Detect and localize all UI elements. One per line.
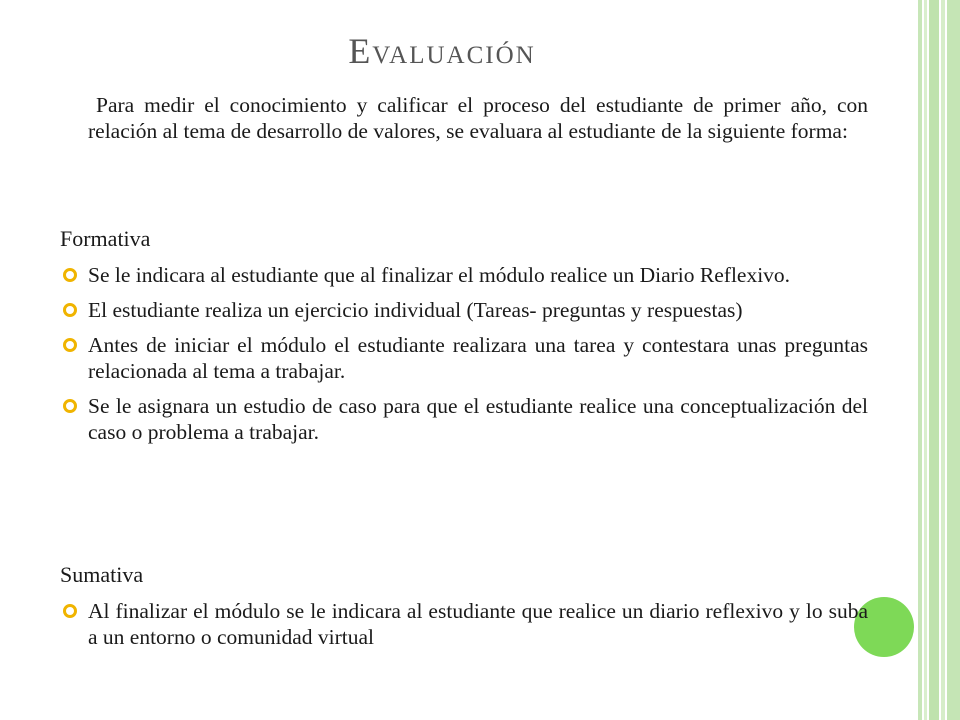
section-heading-sumativa: Sumativa xyxy=(60,562,144,587)
ring-bullet-icon xyxy=(62,267,78,283)
formativa-list xyxy=(60,262,868,454)
stripe xyxy=(941,0,945,720)
stripe xyxy=(947,0,960,720)
stripe xyxy=(929,0,939,720)
decorative-stripes xyxy=(918,0,960,720)
list-item-text: Antes de iniciar el módulo el estudiante realizara una tarea y contestara unas preguntas relacionada al tema a trabajar. xyxy=(88,333,868,383)
stripe xyxy=(918,0,922,720)
ring-bullet-icon xyxy=(62,398,78,414)
section-heading-formativa: Formativa xyxy=(60,226,151,251)
list-item xyxy=(60,297,868,323)
list-item xyxy=(60,332,868,384)
slide-title: Evaluación xyxy=(348,31,536,71)
ring-bullet-icon xyxy=(62,603,78,619)
list-item-text: Se le asignara un estudio de caso para que el estudiante realice una conceptualización del caso o problema a trabajar. xyxy=(88,394,868,444)
ring-bullet-icon xyxy=(62,302,78,318)
list-item xyxy=(60,393,868,445)
list-item-text: Se le indicara al estudiante que al finalizar el módulo realice un Diario Reflexivo. xyxy=(88,263,791,287)
sumativa-list xyxy=(60,598,868,659)
ring-bullet-icon xyxy=(62,337,78,353)
list-item-text: Al finalizar el módulo se le indicara al estudiante que realice un diario reflexivo y lo suba a un entorno o comunidad virtual xyxy=(88,599,868,649)
intro-paragraph: Para medir el conocimiento y calificar el proceso del estudiante de primer año, con relación al tema de desarrollo de valores, se evaluara al estudiante de la siguiente forma: xyxy=(88,93,868,143)
stripe xyxy=(924,0,927,720)
list-item xyxy=(60,262,868,288)
list-item-text: El estudiante realiza un ejercicio individual (Tareas- preguntas y respuestas) xyxy=(88,298,743,322)
list-item xyxy=(60,598,868,650)
